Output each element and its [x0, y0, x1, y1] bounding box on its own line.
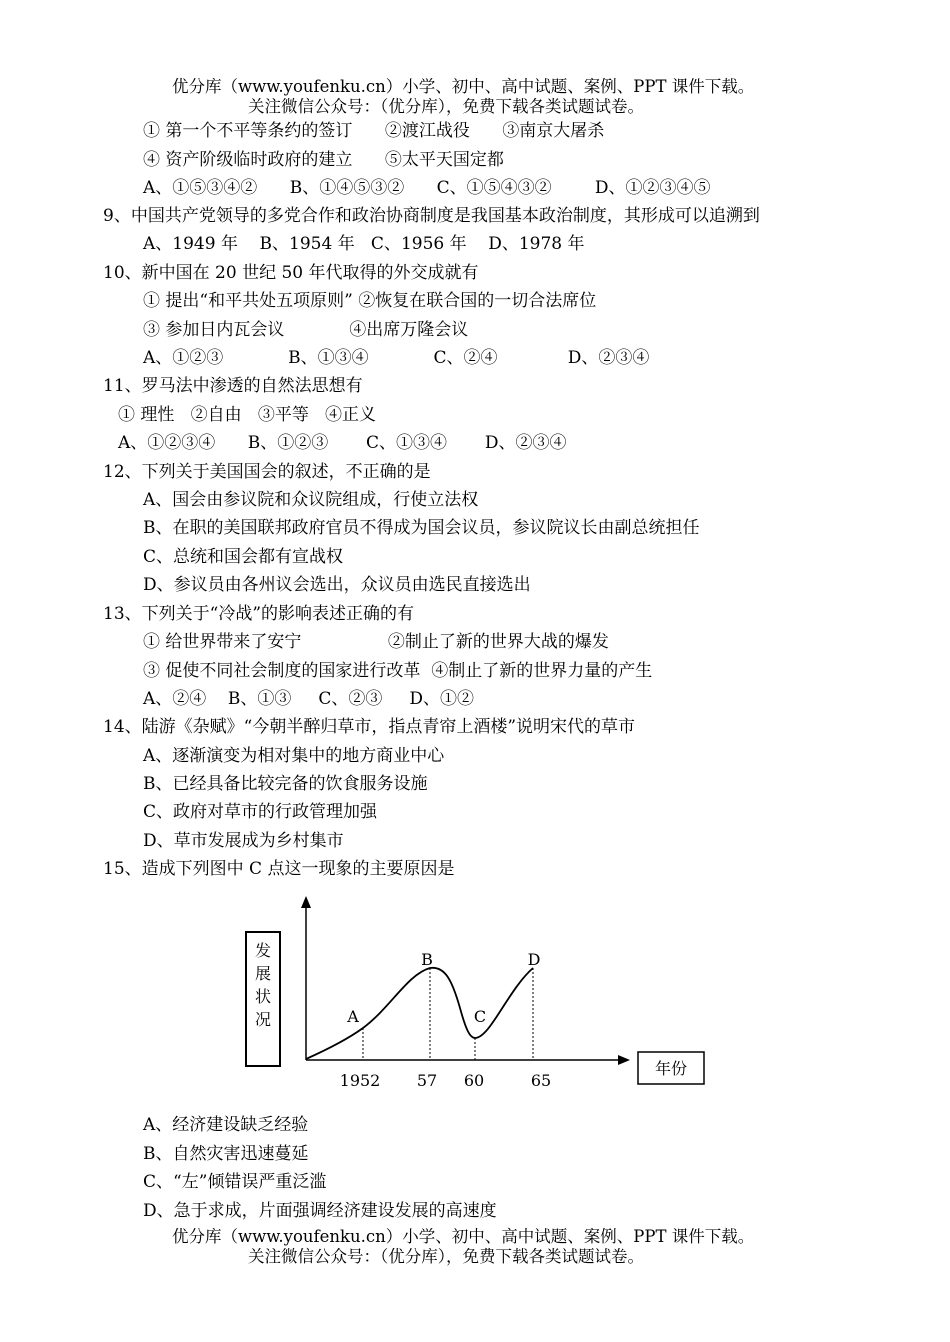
q10-stem: 10、新中国在 20 世纪 50 年代取得的外交成就有 [103, 263, 479, 283]
q9-stem: 9、中国共产党领导的多党合作和政治协商制度是我国基本政治制度，其形成可以追溯到 [103, 206, 760, 226]
y-label-char-2: 展 [254, 964, 272, 983]
q15-option-b: B、自然灾害迅速蔓延 [143, 1144, 309, 1164]
q8-choices: A、①⑤③④② B、①④⑤③② C、①⑤④③② D、①②③④⑤ [143, 178, 711, 198]
tick-label-65: 65 [530, 1071, 552, 1090]
tick-label-57: 57 [416, 1071, 438, 1090]
q11-options: ① 理性 ②自由 ③平等 ④正义 [118, 405, 377, 425]
q14-option-c: C、政府对草市的行政管理加强 [143, 802, 378, 822]
q14-stem: 14、陆游《杂赋》“今朝半醉归草市，指点青帘上酒楼”说明宋代的草市 [103, 717, 636, 737]
q15-option-c: C、“左”倾错误严重泛滥 [143, 1172, 327, 1192]
diagram-svg [240, 890, 720, 1100]
q8-options-1: ① 第一个不平等条约的签订 ②渡江战役 ③南京大屠杀 [143, 121, 605, 141]
q8-options-2: ④ 资产阶级临时政府的建立 ⑤太平天国定都 [143, 150, 504, 170]
q13-options-2: ③ 促使不同社会制度的国家进行改革 ④制止了新的世界力量的产生 [143, 661, 653, 681]
q12-option-c: C、总统和国会都有宣战权 [143, 547, 344, 567]
q14-option-d: D、草市发展成为乡村集市 [143, 831, 344, 851]
q10-choices: A、①②③ B、①③④ C、②④ D、②③④ [143, 348, 650, 368]
q13-options-1: ① 给世界带来了安宁 ②制止了新的世界大战的爆发 [143, 632, 609, 652]
q11-choices: A、①②③④ B、①②③ C、①③④ D、②③④ [118, 433, 567, 453]
q15-option-a: A、经济建设缺乏经验 [143, 1115, 309, 1135]
tick-label-1952: 1952 [339, 1071, 381, 1090]
q15-stem: 15、造成下列图中 C 点这一现象的主要原因是 [103, 859, 455, 879]
q12-option-a: A、国会由参议院和众议院组成，行使立法权 [143, 490, 479, 510]
y-label-char-3: 状 [254, 987, 272, 1006]
q12-stem: 12、下列关于美国国会的叙述，不正确的是 [103, 462, 431, 482]
q10-options-1: ① 提出“和平共处五项原则” ②恢复在联合国的一切合法席位 [143, 291, 597, 311]
header-line-2: 关注微信公众号：（优分库），免费下载各类试题试卷。 [248, 97, 644, 116]
development-diagram [240, 890, 720, 1100]
q13-choices: A、②④ B、①③ C、②③ D、①② [143, 689, 475, 709]
point-label-c: C [473, 1007, 487, 1026]
development-curve [306, 968, 533, 1059]
y-label-char-4: 况 [254, 1010, 272, 1029]
q15-option-d: D、急于求成，片面强调经济建设发展的高速度 [143, 1201, 497, 1221]
header-line-1: 优分库（www.youfenku.cn）小学、初中、高中试题、案例、PPT 课件下载。 [172, 77, 755, 96]
x-axis-arrow [618, 1055, 630, 1065]
q13-stem: 13、下列关于“冷战”的影响表述正确的有 [103, 604, 415, 624]
q12-option-d: D、参议员由各州议会选出，众议员由选民直接选出 [143, 575, 531, 595]
point-label-b: B [421, 950, 433, 969]
point-label-a: A [347, 1007, 359, 1026]
tick-label-60: 60 [463, 1071, 485, 1090]
q9-choices: A、1949 年 B、1954 年 C、1956 年 D、1978 年 [143, 234, 585, 254]
q14-option-b: B、已经具备比较完备的饮食服务设施 [143, 774, 428, 794]
q14-option-a: A、逐渐演变为相对集中的地方商业中心 [143, 746, 445, 766]
q10-options-2: ③ 参加日内瓦会议 ④出席万隆会议 [143, 320, 469, 340]
point-label-d: D [527, 950, 541, 969]
footer-line-1: 优分库（www.youfenku.cn）小学、初中、高中试题、案例、PPT 课件下载。 [172, 1227, 755, 1246]
q12-option-b: B、在职的美国联邦政府官员不得成为国会议员，参议院议长由副总统担任 [143, 518, 700, 538]
q11-stem: 11、罗马法中渗透的自然法思想有 [103, 376, 363, 396]
footer-line-2: 关注微信公众号：（优分库），免费下载各类试题试卷。 [248, 1247, 644, 1266]
y-axis-arrow [301, 896, 311, 908]
x-axis-label: 年份 [654, 1059, 688, 1078]
y-label-char-1: 发 [254, 941, 272, 960]
